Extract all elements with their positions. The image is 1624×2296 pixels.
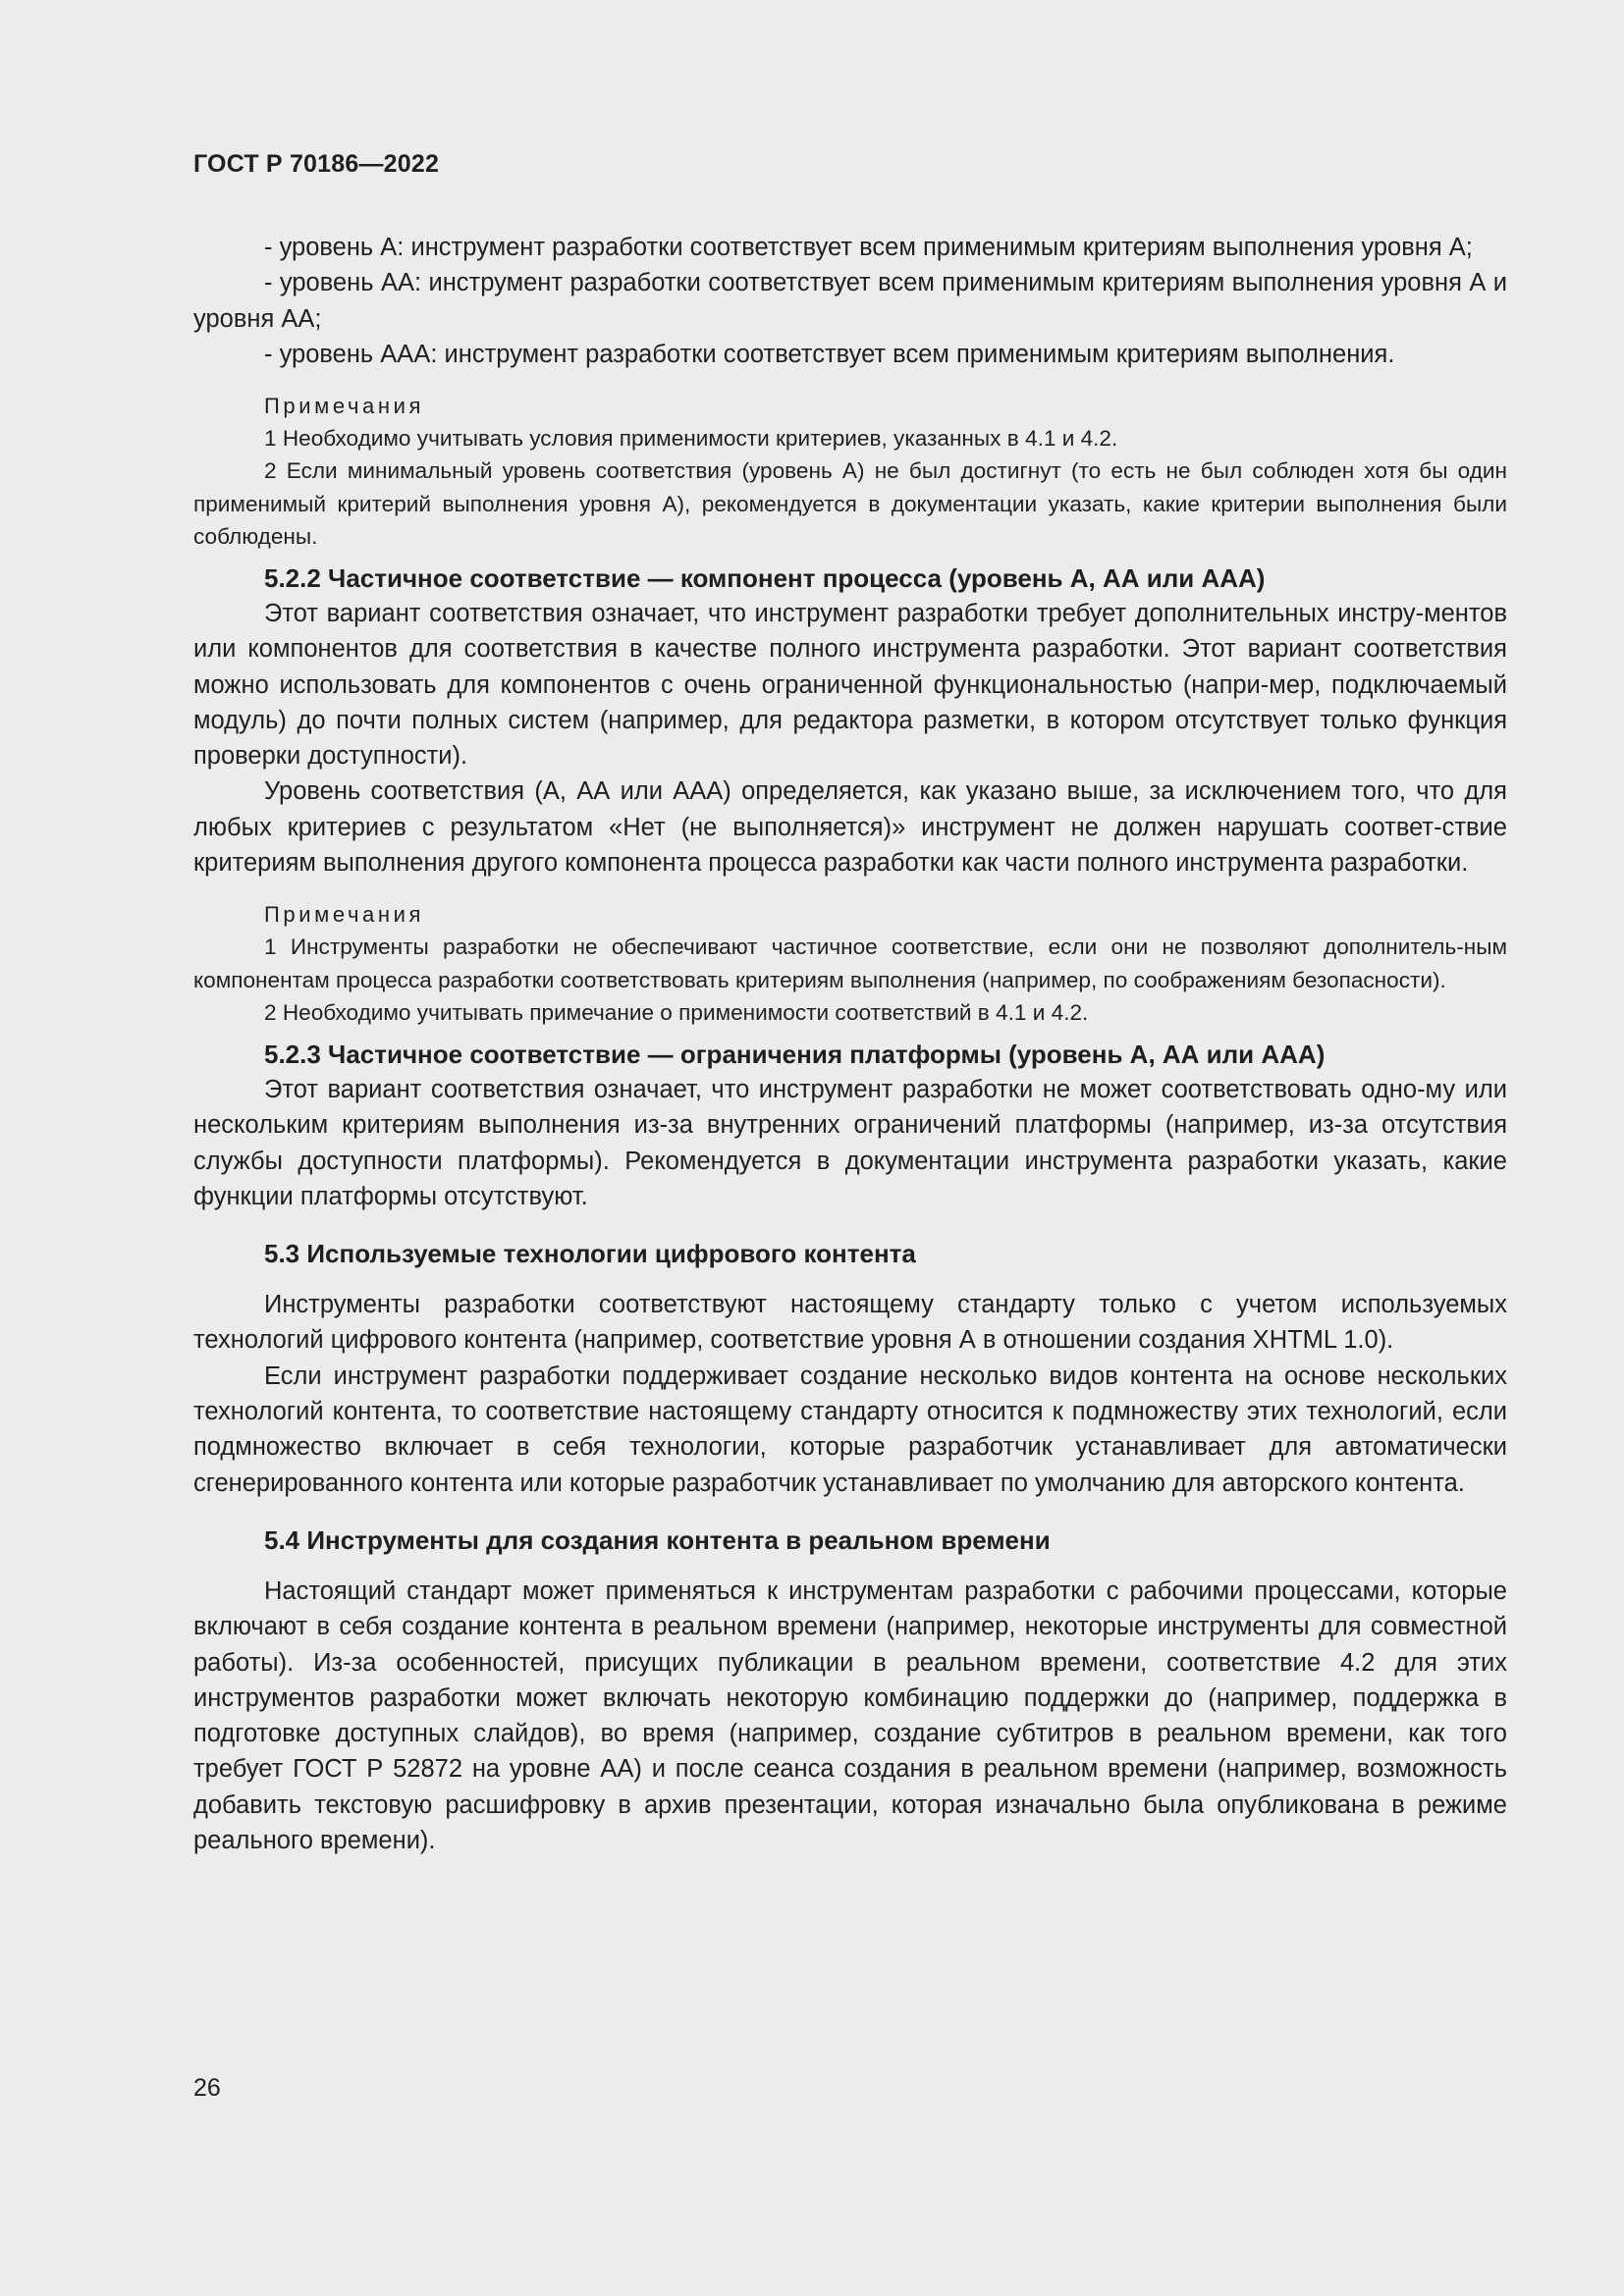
note-item: 2 Если минимальный уровень соответствия (уровень А) не был достигнут (то есть не был соблюден хотя бы один применимый критерий выполнения уровня А), рекомендуется в документации указать, какие критерии выполнения были соблюдены. <box>193 458 1507 549</box>
level-a-item: - уровень А: инструмент разработки соответствует всем применимым критериям выполнения уровня А; <box>264 234 1473 261</box>
document-header: ГОСТ Р 70186—2022 <box>193 150 440 178</box>
paragraph: Этот вариант соответствия означает, что инструмент разработки требует дополнительных инстру-ментов или компонентов для соответствия в качестве полного инструмента разработки. Этот вариант соответствия можно использовать для компонентов с очень ограниченной функциональностью (напри-мер, подключаемый модуль) до почти полных систем (например, для редактора разметки, в котором отсутствует только функция проверки доступности). <box>193 600 1507 771</box>
section-heading-5-4: 5.4 Инструменты для создания контента в реальном времени <box>264 1524 1051 1555</box>
section-heading-5-3: 5.3 Используемые технологии цифрового контента <box>264 1239 916 1269</box>
paragraph: Этот вариант соответствия означает, что инструмент разработки не может соответствовать одно-му или нескольким критериям выполнения из-за внутренних ограничений платформы (например, из-за отсутствия службы доступности платформы). Рекомендуется в документации инструмента разработки указать, какие функции платформы отсутствуют. <box>193 1075 1507 1210</box>
note-item: 1 Инструменты разработки не обеспечивают частичное соответствие, если они не позволяют дополнитель-ным компонентам процесса разработки соответствовать критериям выполнения (например, по соображениям безопасности). <box>193 934 1507 992</box>
level-aa-item: - уровень АА: инструмент разработки соответствует всем применимым критериям выполнения уровня А и уровня АА; <box>193 269 1507 333</box>
notes-title: Примечания <box>264 902 425 928</box>
level-aaa-item: - уровень ААА: инструмент разработки соответствует всем применимым критериям выполнения. <box>264 340 1395 368</box>
page-number: 26 <box>193 2074 221 2102</box>
notes-title: Примечания <box>264 394 425 419</box>
section-heading-5-2-2: 5.2.2 Частичное соответствие — компонент процесса (уровень А, АА или ААА) <box>264 563 1266 593</box>
section-heading-5-2-3: 5.2.3 Частичное соответствие — ограничения платформы (уровень А, АА или ААА) <box>264 1039 1326 1069</box>
note-item: 2 Необходимо учитывать примечание о применимости соответствий в 4.1 и 4.2. <box>264 999 1089 1025</box>
note-item: 1 Необходимо учитывать условия применимости критериев, указанных в 4.1 и 4.2. <box>264 426 1118 452</box>
paragraph: Если инструмент разработки поддерживает создание несколько видов контента на основе нескольких технологий контента, то соответствие настоящему стандарту относится к подмножеству этих технологий, если подмножество включает в себя технологии, которые разработчик устанавливает для автоматически сгенерированного контента или которые разработчик устанавливает по умолчанию для авторского контента. <box>193 1362 1507 1497</box>
paragraph: Настоящий стандарт может применяться к инструментам разработки с рабочими процессами, которые включают в себя создание контента в реальном времени (например, некоторые инструменты для совместной работы). Из-за особенностей, присущих публикации в реальном времени, соответствие 4.2 для этих инструментов разработки может включать некоторую комбинацию поддержки до (например, поддержка в подготовке доступных слайдов), во время (например, создание субтитров в реальном времени, как того требует ГОСТ Р 52872 на уровне АА) и после сеанса создания в реальном времени (например, возможность добавить текстовую расшифровку в архив презентации, которая изначально была опубликована в режиме реального времени). <box>193 1576 1507 1855</box>
paragraph: Инструменты разработки соответствуют настоящему стандарту только с учетом используемых технологий цифрового контента (например, соответствие уровня А в отношении создания XHTML 1.0). <box>193 1291 1507 1355</box>
paragraph: Уровень соответствия (А, АА или ААА) определяется, как указано выше, за исключением того, что для любых критериев с результатом «Нет (не выполняется)» инструмент не должен нарушать соответ-ствие критериям выполнения другого компонента процесса разработки как части полного инструмента разработки. <box>193 777 1507 878</box>
